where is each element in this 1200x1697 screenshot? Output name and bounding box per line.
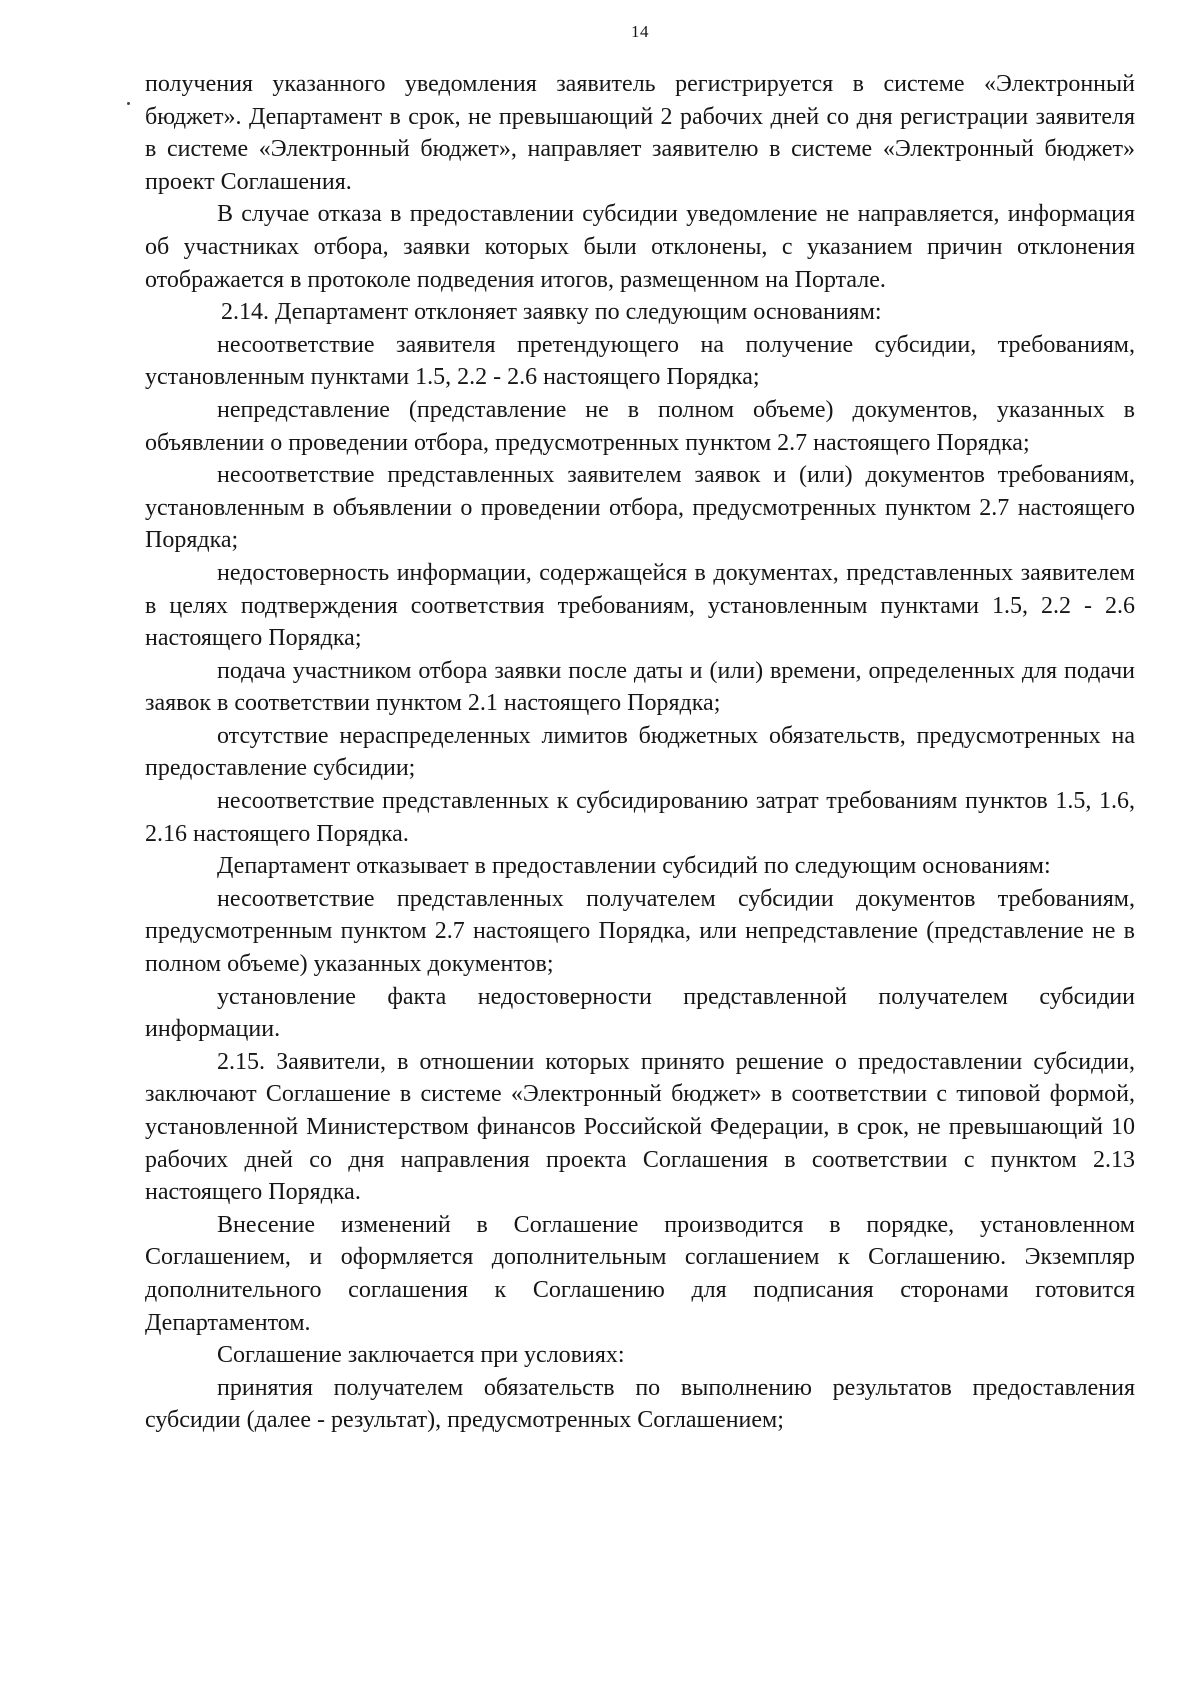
rejection-ground-7: несоответствие представленных к субсидированию затрат требованиям пунктов 1.5, 1.6, 2.16 настоящего Порядка. (145, 788, 1135, 847)
page-number: 14 (631, 22, 649, 41)
agreement-conditions-intro: Соглашение заключается при условиях: (217, 1342, 625, 1369)
section-2-15: 2.15. Заявители, в отношении которых принято решение о предоставлении субсидии, заключают Соглашение в системе «Электронный бюджет» в соответствии с типовой формой, установленной Министерством финансов Российской Федерации, в срок, не превышающий 10 рабочих дней со дня направления проекта Соглашения в соответствии с пунктом 2.13 настоящего Порядка. (145, 1048, 1135, 1206)
agreement-condition-1: принятия получателем обязательств по выполнению результатов предоставления субсидии (далее - результат), предусмотренных Соглашением; (145, 1374, 1135, 1434)
refusal-intro: Департамент отказывает в предоставлении субсидий по следующим основаниям: (217, 853, 1051, 880)
rejection-ground-5: подача участником отбора заявки после даты и (или) времени, определенных для подачи заявок в соответствии пунктом 2.1 настоящего Порядка; (145, 657, 1135, 717)
rejection-ground-6: отсутствие нераспределенных лимитов бюджетных обязательств, предусмотренных на предоставление субсидии; (145, 722, 1135, 782)
rejection-ground-1: несоответствие заявителя претендующего на получение субсидии, требованиям, установленным пунктами 1.5, 2.2 - 2.6 настоящего Порядка; (145, 331, 1135, 391)
scan-speck (127, 102, 130, 105)
refusal-ground-1: несоответствие представленных получателем субсидии документов требованиям, предусмотренным пунктом 2.7 настоящего Порядка, или непредставление (представление не в полном объеме) указанных документов; (145, 885, 1135, 978)
rejection-ground-4: недостоверность информации, содержащейся в документах, представленных заявителем в целях подтверждения соответствия требованиям, установленным пунктами 1.5, 2.2 - 2.6 настоящего Порядка; (145, 559, 1135, 652)
rejection-ground-3: несоответствие представленных заявителем заявок и (или) документов требованиям, установленным в объявлении о проведении отбора, предусмотренных пунктом 2.7 настоящего Порядка; (145, 462, 1135, 554)
paragraph-1: получения указанного уведомления заявитель регистрируется в системе «Электронный бюджет». Департамент в срок, не превышающий 2 рабочих дней со дня регистрации заявителя в системе «Электронный бюджет», направляет заявителю в системе «Электронный бюджет» проект Соглашения. (145, 71, 1135, 195)
body-text (145, 68, 1135, 1437)
paragraph-2: В случае отказа в предоставлении субсидии уведомление не направляется, информация об участниках отбора, заявки которых были отклонены, с указанием причин отклонения отображается в протоколе подведения итогов, размещенном на Портале. (145, 201, 1135, 293)
refusal-ground-2: установление факта недостоверности представленной получателем субсидии информации. (145, 983, 1135, 1043)
rejection-ground-2: непредставление (представление не в полном объеме) документов, указанных в объявлении о проведении отбора, предусмотренных пунктом 2.7 настоящего Порядка; (145, 396, 1135, 456)
section-2-14-heading: 2.14. Департамент отклоняет заявку по следующим основаниям: (221, 299, 882, 326)
agreement-amendments: Внесение изменений в Соглашение производится в порядке, установленном Соглашением, и оформляется дополнительным соглашением к Соглашению. Экземпляр дополнительного соглашения к Соглашению для подписания сторонами готовится Департаментом. (145, 1211, 1135, 1336)
